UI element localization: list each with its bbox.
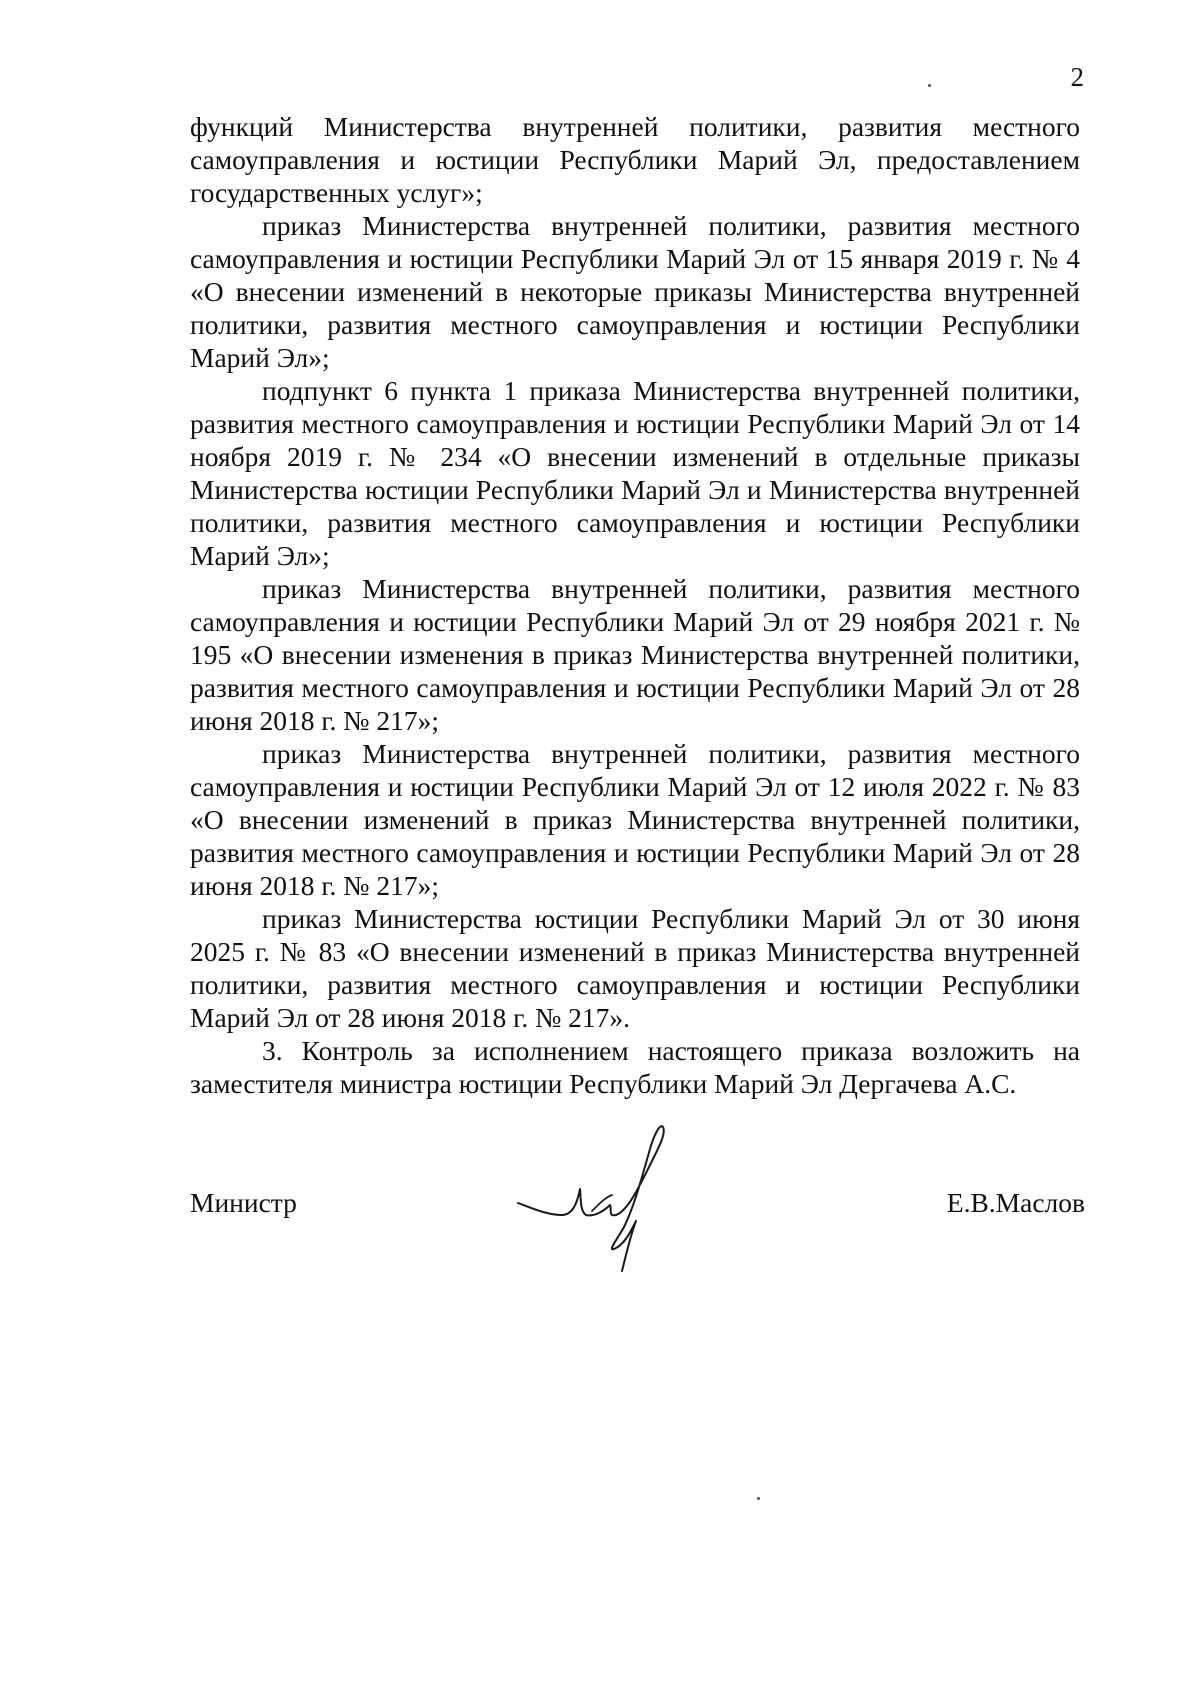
paragraph: приказ Министерства внутренней политики, развития местного самоуправления и юстиции Республики Марий Эл от 12 июля 2022 г. № 83 «О внесении изменений в приказ Министерства внутренней политики, развития местного самоуправления и юстиции Республики Марий Эл от 28 июня 2018 г. № 217»; [190,738,1080,901]
signature-block [190,1125,1085,1285]
paragraph: приказ Министерства внутренней политики, развития местного самоуправления и юстиции Республики Марий Эл от 15 января 2019 г. № 4 «О внесении изменений в некоторые приказы Министерства внутренней политики, развития местного самоуправления и юстиции Республики Марий Эл»; [190,210,1080,373]
signatory-name: Е.В.Маслов [946,1187,1085,1218]
signatory-position: Министр [190,1187,297,1218]
document-body [190,110,1080,1100]
handwritten-signature [512,1125,702,1280]
paragraph: подпункт 6 пункта 1 приказа Министерства внутренней политики, развития местного самоуправления и юстиции Республики Марий Эл от 14 ноября 2019 г. № 234 «О внесении изменений в отдельные приказы Министерства юстиции Республики Марий Эл и Министерства внутренней политики, развития местного самоуправления и юстиции Республики Марий Эл»; [190,375,1080,571]
paragraph: приказ Министерства юстиции Республики Марий Эл от 30 июня 2025 г. № 83 «О внесении изменений в приказ Министерства внутренней политики, развития местного самоуправления и юстиции Республики Марий Эл от 28 июня 2018 г. № 217». [190,903,1080,1033]
paragraph: приказ Министерства внутренней политики, развития местного самоуправления и юстиции Республики Марий Эл от 29 ноября 2021 г. № 195 «О внесении изменения в приказ Министерства внутренней политики, развития местного самоуправления и юстиции Республики Марий Эл от 28 июня 2018 г. № 217»; [190,573,1080,736]
scan-speck [757,1497,760,1500]
paragraph: функций Министерства внутренней политики, развития местного самоуправления и юстиции Республики Марий Эл, предоставлением государственных услуг»; [190,111,1080,208]
page-number: 2 [1070,62,1084,92]
control-paragraph: 3. Контроль за исполнением настоящего приказа возложить на заместителя министра юстиции Республики Марий Эл Дергачева А.С. [190,1035,1080,1099]
scan-speck [928,84,931,87]
